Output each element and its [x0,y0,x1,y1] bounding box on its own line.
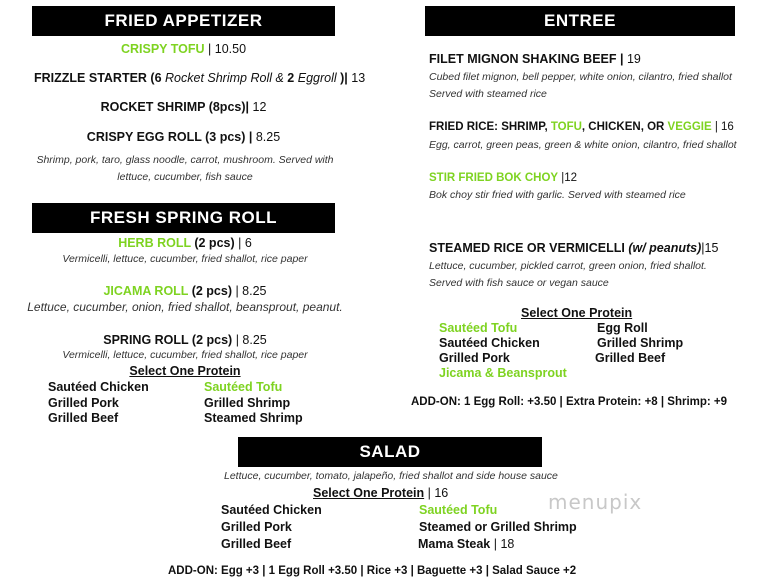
salad-addon: ADD-ON: Egg +3 | 1 Egg Roll +3.50 | Rice +3 | Baguette +3 | Salad Sauce +2 [168,565,577,577]
salad-protein-right-3 [418,537,514,551]
filet-mignon-price: 19 [623,52,641,66]
frizzle-rocket: Rocket Shrimp Roll [165,71,272,85]
herb-roll-pcs: (2 pcs) [190,236,235,250]
salad-protein-header: Select One Protein [313,486,425,500]
crispy-tofu-item [32,42,335,56]
spring-protein-left-3: Grilled Beef [48,411,119,425]
mama-steak-name: Mama Steak [418,537,491,551]
entree-protein-right-3: Grilled Beef [595,351,666,365]
salad-protein-right-2: Steamed or Grilled Shrimp [419,520,577,534]
filet-mignon-item [429,52,641,66]
steamed-rice-name: STEAMED RICE OR VERMICELLI [429,241,629,255]
steamed-rice-peanuts: (w/ peanuts) [628,241,702,255]
crispy-egg-roll-desc-2: lettuce, cucumber, fish sauce [117,171,253,183]
menupix-watermark: menupix [548,490,643,514]
steamed-rice-price: |15 [701,241,719,255]
fried-rice-veggie: VEGGIE [667,121,712,133]
entree-header: ENTREE [425,6,735,36]
salad-header: SALAD [238,437,542,467]
frizzle-close: )| [340,71,352,85]
salad-desc: Lettuce, cucumber, tomato, jalapeño, fried shallot and side house sauce [224,470,558,482]
herb-roll-name: HERB ROLL [118,236,191,250]
entree-protein-header: Select One Protein [521,306,633,320]
frizzle-two: 2 [287,71,298,85]
spring-protein-left-2: Grilled Pork [48,396,119,410]
spring-roll-desc: Vermicelli, lettuce, cucumber, fried shallot, rice paper [62,349,308,361]
crispy-tofu-name: CRISPY TOFU [120,42,205,56]
crispy-tofu-price: | 10.50 [208,42,247,56]
fried-rice-item [429,121,734,133]
spring-roll-item [20,333,350,347]
crispy-egg-roll-price: 8.25 [252,130,281,144]
bok-choy-price: |12 [558,172,578,184]
crispy-egg-roll-name: CRISPY EGG ROLL (3 pcs) | [86,130,253,144]
salad-protein-line [313,486,448,500]
frizzle-price: 13 [351,71,366,85]
fried-appetizer-header: FRIED APPETIZER [32,6,335,36]
spring-protein-right-3: Steamed Shrimp [204,411,303,425]
rocket-shrimp-item [32,100,335,114]
entree-protein-right-1: Egg Roll [597,321,648,335]
filet-mignon-desc-1: Cubed filet mignon, bell pepper, white onion, cilantro, fried shallot [429,71,732,83]
fried-rice-price: | 16 [711,121,734,133]
mama-steak-price: | 18 [490,537,515,551]
crispy-egg-roll-item [32,130,335,144]
bok-choy-desc: Bok choy stir fried with garlic. Served with steamed rice [429,189,686,201]
bok-choy-name: STIR FRIED BOK CHOY [429,172,559,184]
entree-addon: ADD-ON: 1 Egg Roll: +3.50 | Extra Protein: +8 | Shrimp: +9 [411,396,728,408]
fresh-spring-roll-header: FRESH SPRING ROLL [32,203,335,233]
frizzle-starter-item [34,71,365,85]
spring-roll-name: SPRING ROLL (2 pcs) [103,333,233,347]
spring-protein-left-1: Sautéed Chicken [48,380,149,394]
fried-rice-tofu: TOFU [550,121,582,133]
salad-protein-left-2: Grilled Pork [221,520,292,534]
fried-rice-name: FRIED RICE: SHRIMP, [429,121,551,133]
herb-roll-item [20,236,350,250]
frizzle-eggroll: Eggroll [297,71,341,85]
jicama-roll-price: | 8.25 [231,284,267,298]
crispy-egg-roll-desc-1: Shrimp, pork, taro, glass noodle, carrot, mushroom. Served with [36,154,334,166]
salad-protein-left-3: Grilled Beef [221,537,292,551]
herb-roll-desc: Vermicelli, lettuce, cucumber, fried shallot, rice paper [62,253,308,265]
salad-protein-price: | 16 [424,486,449,500]
fried-rice-chicken: , CHICKEN, OR [581,121,668,133]
herb-roll-price: | 6 [234,236,252,250]
entree-protein-left-4: Jicama & Beansprout [439,366,567,380]
entree-protein-left-2: Sautéed Chicken [439,336,540,350]
spring-roll-protein-header: Select One Protein [129,364,241,378]
frizzle-and: & [272,71,288,85]
spring-protein-right-1: Sautéed Tofu [204,380,283,394]
bok-choy-item [429,172,577,184]
filet-mignon-name: FILET MIGNON SHAKING BEEF | [429,52,624,66]
jicama-roll-name: JICAMA ROLL [103,284,189,298]
steamed-rice-item [429,241,718,255]
steamed-rice-desc-2: Served with fish sauce or vegan sauce [429,277,609,289]
jicama-roll-desc: Lettuce, cucumber, onion, fried shallot, beansprout, peanut. [27,300,343,314]
fried-rice-desc: Egg, carrot, green peas, green & white onion, cilantro, fried shallot [429,139,737,151]
spring-roll-price: | 8.25 [232,333,267,347]
jicama-roll-pcs: (2 pcs) [188,284,232,298]
spring-protein-right-2: Grilled Shrimp [204,396,291,410]
salad-protein-right-1: Sautéed Tofu [419,503,498,517]
jicama-roll-item [20,284,350,298]
entree-protein-right-2: Grilled Shrimp [597,336,684,350]
filet-mignon-desc-2: Served with steamed rice [429,88,547,100]
frizzle-name: FRIZZLE STARTER (6 [34,71,166,85]
entree-protein-left-3: Grilled Pork [439,351,510,365]
entree-protein-left-1: Sautéed Tofu [439,321,518,335]
steamed-rice-desc-1: Lettuce, cucumber, pickled carrot, green onion, fried shallot. [429,260,707,272]
rocket-shrimp-name: ROCKET SHRIMP (8pcs)| [100,100,250,114]
salad-protein-left-1: Sautéed Chicken [221,503,322,517]
rocket-shrimp-price: 12 [249,100,267,114]
